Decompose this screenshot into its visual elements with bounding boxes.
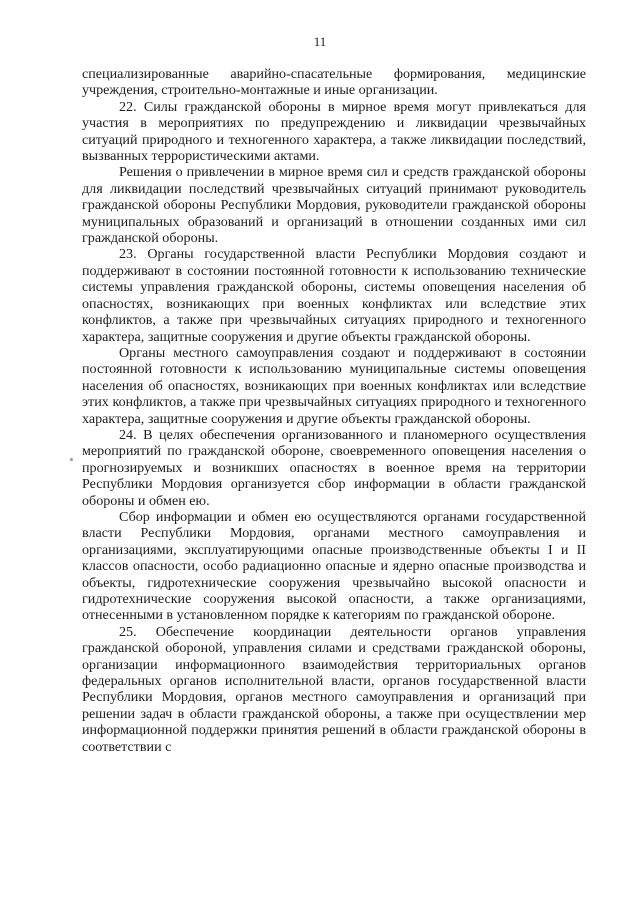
paragraph-item-25: 25. Обеспечение координации деятельности органов управления гражданской обороной, управления силами и средствами гражданской обороны, организации информационного взаимодействия территориальных органов федеральных органов исполнительной власти, органов государственной власти Республики Мордовия, органов местного самоуправления и организаций при решении задач в области гражданской обороны, а также при осуществлении мер информационной поддержки принятия решений в области гражданской обороны в соответствии с	[82, 623, 586, 755]
paragraph-continuation: специализированные аварийно-спасательные формирования, медицинские учреждения, строительно-монтажные и иные организации.	[82, 66, 586, 99]
paragraph-item-24: 24. В целях обеспечения организованного и планомерного осуществления мероприятий по гражданской обороне, своевременного оповещения населения о прогнозируемых и возникших опасностях в военное время на территории Республики Мордовия организуется сбор информации в области гражданской обороны и обмен ею.	[82, 426, 586, 509]
paragraph-item-22: 22. Силы гражданской обороны в мирное время могут привлекаться для участия в мероприятиях по предупреждению и ликвидации чрезвычайных ситуаций природного и техногенного характера, а также ликвидации последствий, вызванных террористическими актами.	[82, 98, 586, 165]
paragraph-local-self-government: Органы местного самоуправления создают и поддерживают в состоянии постоянной готовности к использованию муниципальные системы оповещения населения об опасностях, возникающих при военных конфликтах или вследствие этих конфликтов, а также при чрезвычайных ситуациях природного и техногенного характера, защитные сооружения и другие объекты гражданской обороны.	[82, 344, 586, 427]
paragraph-item-23: 23. Органы государственной власти Республики Мордовия создают и поддерживают в состоянии постоянной готовности к использованию технические системы управления гражданской обороны, системы оповещения населения об опасностях, возникающих при военных конфликтах или вследствие этих конфликтов, а также при чрезвычайных ситуациях природного и техногенного характера, защитные сооружения и другие объекты гражданской обороны.	[82, 246, 586, 345]
document-body	[82, 66, 586, 755]
paragraph-decisions: Решения о привлечении в мирное время сил и средств гражданской обороны для ликвидации последствий чрезвычайных ситуаций принимают руководитель гражданской обороны Республики Мордовия, руководители гражданской обороны муниципальных образований и организаций в отношении созданных ими сил гражданской обороны.	[82, 164, 586, 247]
paragraph-information-exchange: Сбор информации и обмен ею осуществляются органами государственной власти Республики Мордовия, органами местного самоуправления и организациями, эксплуатирующими опасные производственные объекты I и II классов опасности, особо радиационно опасные и ядерно опасные производства и объекты, гидротехнические сооружения чрезвычайно высокой опасности и гидротехнические сооружения высокой опасности, а также организациями, отнесенными в установленном порядке к категориям по гражданской обороне.	[82, 508, 586, 624]
page-number: 11	[313, 34, 327, 49]
scan-speck	[70, 458, 73, 461]
